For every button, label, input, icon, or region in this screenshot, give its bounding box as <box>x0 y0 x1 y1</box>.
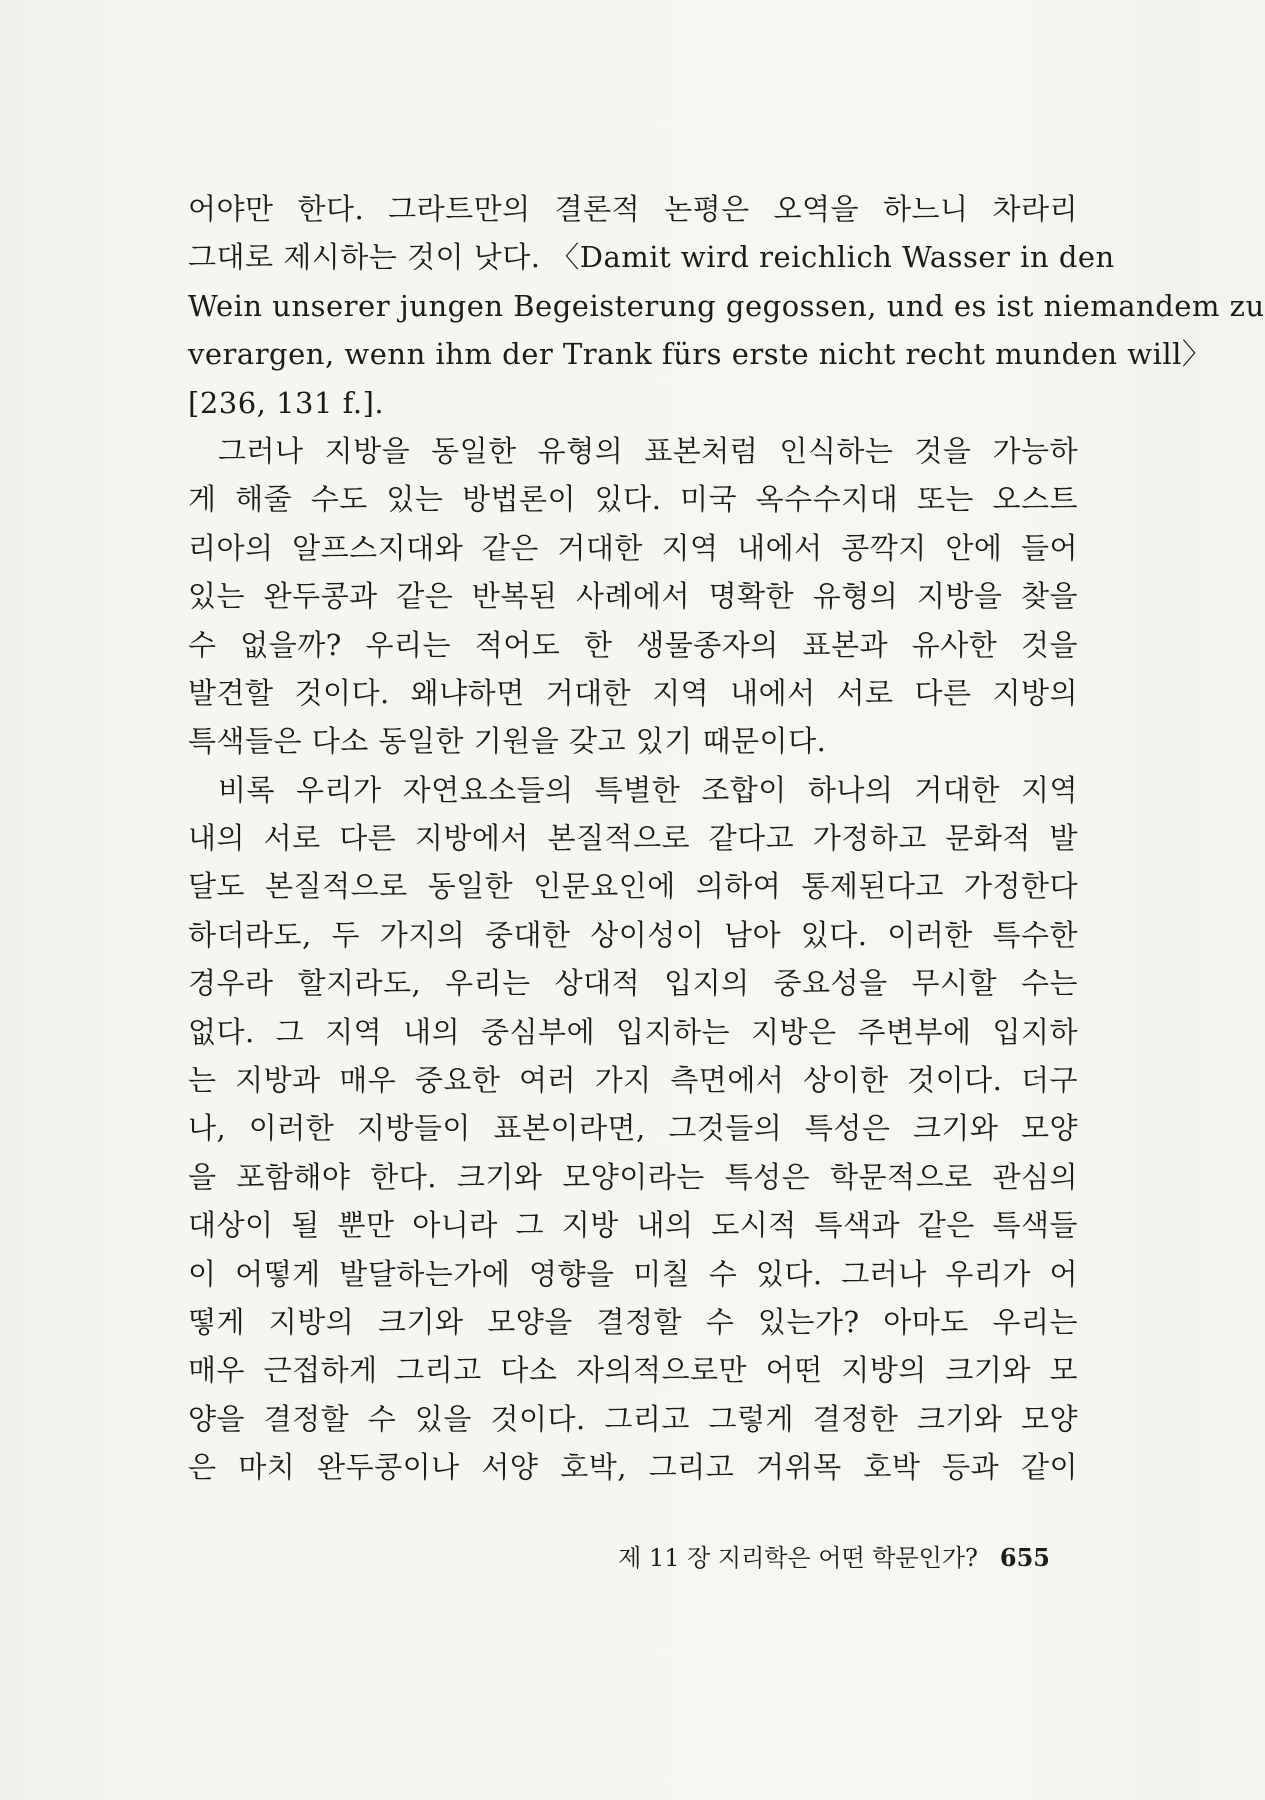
text-line: 양을 결정할 수 있을 것이다. 그리고 그렇게 결정한 크기와 모양 <box>188 1401 1078 1436</box>
text-line: 내의 서로 다른 지방에서 본질적으로 같다고 가정하고 문화적 발 <box>188 821 1078 856</box>
text-line: 을 포함해야 한다. 크기와 모양이라는 특성은 학문적으로 관심의 <box>188 1159 1078 1194</box>
text-line: 은 마치 완두콩이나 서양 호박, 그리고 거위목 호박 등과 같이 <box>188 1450 1078 1485</box>
text-line: 는 지방과 매우 중요한 여러 가지 측면에서 상이한 것이다. 더구 <box>188 1063 1078 1098</box>
text-line: 발견할 것이다. 왜냐하면 거대한 지역 내에서 서로 다른 지방의 <box>188 675 1078 710</box>
page-footer <box>0 1538 1200 1578</box>
paragraph-start-line: 그러나 지방을 동일한 유형의 표본처럼 인식하는 것을 가능하 <box>218 433 1078 468</box>
text-line: 어야만 한다. 그라트만의 결론적 논평은 오역을 하느니 차라리 <box>188 192 1078 226</box>
text-line: 있는 완두콩과 같은 반복된 사례에서 명확한 유형의 지방을 찾을 <box>188 579 1078 614</box>
text-line: 그대로 제시하는 것이 낫다. 〈Damit wird reichlich Wasser in den <box>188 240 1115 275</box>
text-line: 이 어떻게 발달하는가에 영향을 미칠 수 있다. 그러나 우리가 어 <box>188 1256 1078 1291</box>
text-line: 리아의 알프스지대와 같은 거대한 지역 내에서 콩깍지 안에 들어 <box>188 530 1078 565</box>
text-line: [236, 131 f.]. <box>188 385 385 420</box>
text-line: 나, 이러한 지방들이 표본이라면, 그것들의 특성은 크기와 모양 <box>188 1111 1078 1146</box>
text-line: verargen, wenn ihm der Trank fürs erste nicht recht munden will〉 <box>188 337 1212 372</box>
text-line: 매우 근접하게 그리고 다소 자의적으로만 어떤 지방의 크기와 모 <box>188 1353 1078 1388</box>
text-line: 게 해줄 수도 있는 방법론이 있다. 미국 옥수수지대 또는 오스트 <box>188 482 1078 517</box>
text-line: 특색들은 다소 동일한 기원을 갖고 있기 때문이다. <box>188 724 827 759</box>
page-number: 655 <box>999 1543 1050 1572</box>
text-line: 떻게 지방의 크기와 모양을 결정할 수 있는가? 아마도 우리는 <box>188 1304 1078 1339</box>
text-line: 대상이 될 뿐만 아니라 그 지방 내의 도시적 특색과 같은 특색들 <box>188 1208 1078 1243</box>
chapter-title: 제 11 장 지리학은 어떤 학문인가? <box>618 1544 978 1572</box>
text-line: 달도 본질적으로 동일한 인문요인에 의하여 통제된다고 가정한다 <box>188 869 1078 904</box>
running-footer <box>618 1538 1050 1578</box>
text-line: 경우라 할지라도, 우리는 상대적 입지의 중요성을 무시할 수는 <box>188 966 1078 1001</box>
text-line: 하더라도, 두 가지의 중대한 상이성이 남아 있다. 이러한 특수한 <box>188 917 1078 952</box>
paragraph-start-line: 비록 우리가 자연요소들의 특별한 조합이 하나의 거대한 지역 <box>218 772 1078 807</box>
body-text <box>188 185 1265 1492</box>
text-line: Wein unserer jungen Begeisterung gegossen, und es ist niemandem zu <box>188 288 1265 323</box>
text-line: 수 없을까? 우리는 적어도 한 생물종자의 표본과 유사한 것을 <box>188 627 1078 662</box>
text-line: 없다. 그 지역 내의 중심부에 입지하는 지방은 주변부에 입지하 <box>188 1014 1078 1049</box>
